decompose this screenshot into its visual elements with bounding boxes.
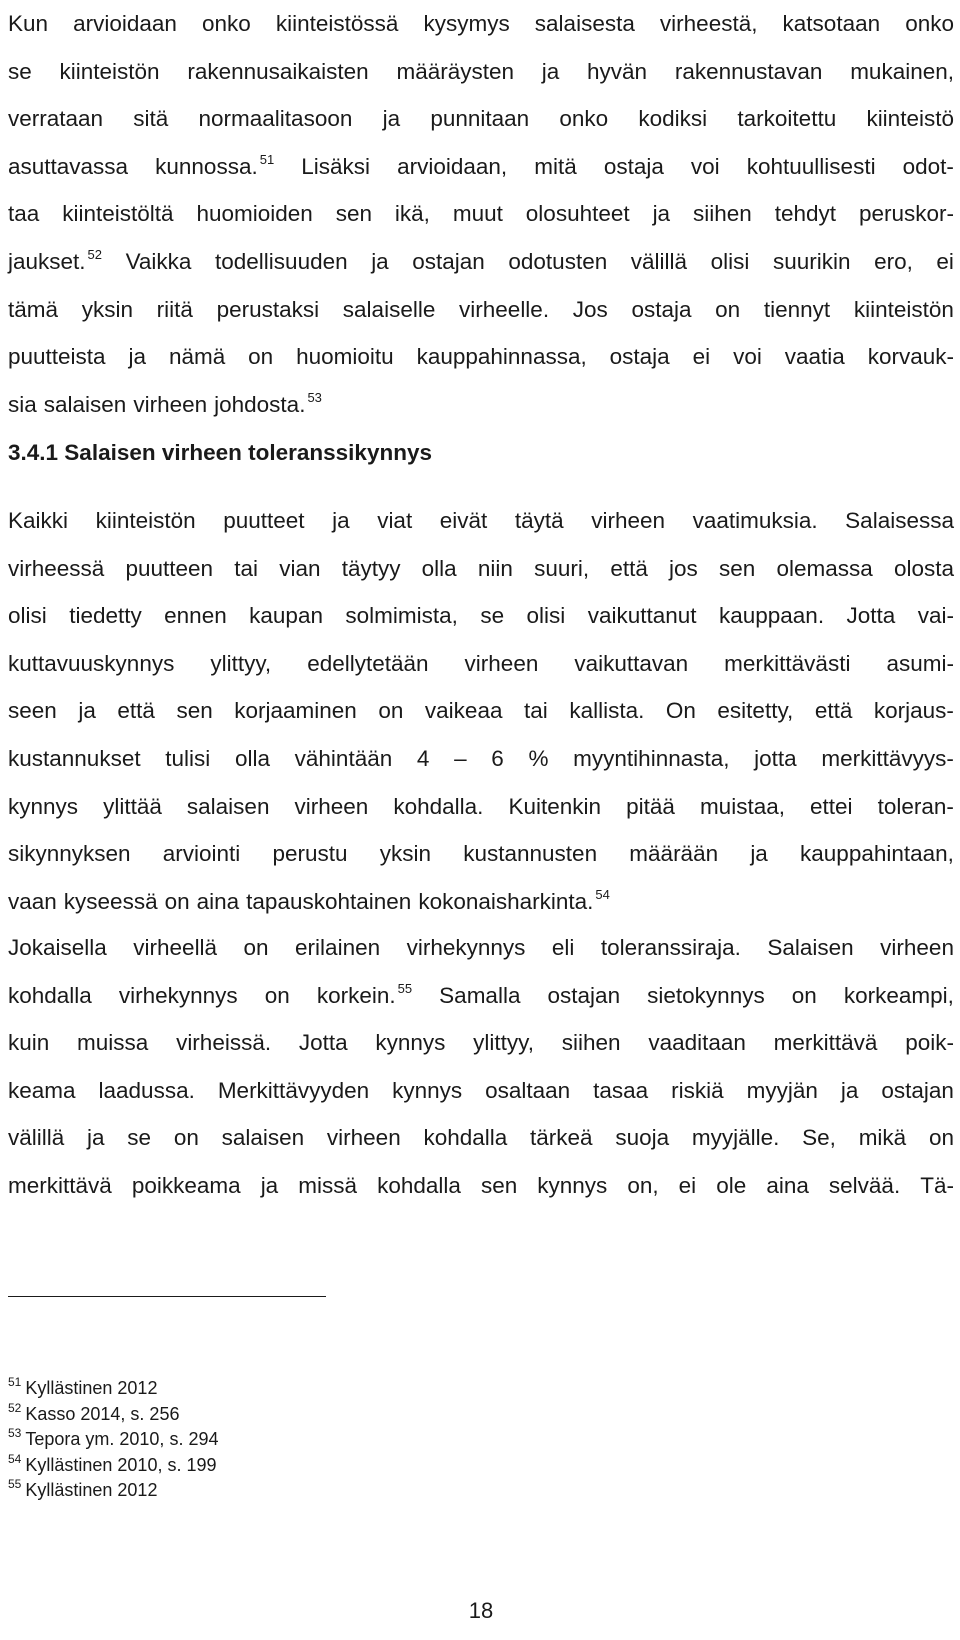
word: ennen — [164, 603, 227, 629]
word: voi — [690, 153, 720, 179]
word: ja — [87, 1125, 105, 1151]
word: riskiä — [671, 1077, 724, 1103]
word: virhekynnys — [406, 935, 526, 960]
word: Vaikka — [125, 248, 192, 274]
word: todellisuuden — [215, 248, 348, 274]
word: on — [715, 296, 741, 322]
word: virheissä. — [176, 1030, 272, 1056]
word: salaisen — [43, 391, 127, 417]
word: merkittävyys- — [821, 745, 954, 771]
word: tarkoitettu — [737, 106, 837, 132]
word: ja — [652, 201, 671, 227]
word: Salaisessa — [845, 508, 954, 533]
word: ostajan — [412, 248, 485, 274]
word: virheen — [591, 508, 665, 533]
word: vaikuttanut — [587, 603, 697, 629]
word: tai — [524, 698, 548, 724]
word: ja — [78, 698, 96, 724]
word: peruskor- — [858, 201, 954, 227]
word: että — [117, 698, 155, 724]
word: ja — [332, 508, 350, 533]
word: Kuitenkin — [508, 793, 602, 819]
word: ylittyy, — [210, 650, 272, 676]
word: mikä — [858, 1125, 907, 1151]
text-line — [8, 545, 954, 593]
footnote-number: 53 — [8, 1426, 22, 1440]
word: seen — [8, 698, 57, 724]
word: ja — [382, 106, 401, 132]
word: onko — [202, 11, 251, 36]
word: siihen — [561, 1030, 621, 1056]
word: olemassa — [776, 555, 873, 581]
footnote-reference[interactable]: 52 — [87, 246, 103, 262]
word: kohdalla — [8, 982, 92, 1008]
word: merkittävästi — [724, 650, 851, 676]
word: ostaja — [631, 296, 692, 322]
word: jotta — [754, 745, 797, 771]
word: riitä — [156, 296, 193, 322]
text-line — [8, 592, 954, 640]
word: täytä — [514, 508, 564, 533]
word: solmimista, — [345, 603, 458, 629]
word: erilainen — [295, 935, 381, 960]
word: vaatimuksia. — [692, 508, 818, 533]
word: onko — [905, 11, 954, 36]
word: olisi — [710, 248, 750, 274]
word: merkittävä — [773, 1030, 878, 1056]
word: toleranssiraja. — [600, 935, 741, 960]
word: ja — [750, 841, 768, 867]
text-line — [8, 640, 954, 688]
word: aina — [766, 1172, 809, 1198]
word: onko — [559, 106, 609, 132]
footnote-number: 51 — [8, 1375, 22, 1389]
word: salaisen — [221, 1125, 305, 1151]
word: ja — [840, 1077, 859, 1103]
word: ja — [260, 1172, 279, 1198]
word: että — [610, 555, 648, 581]
word: kohtuullisesti — [746, 153, 876, 179]
word: puutteet — [223, 508, 305, 533]
text-line — [8, 143, 954, 191]
word: yksin — [81, 296, 133, 322]
word: salaiselle — [342, 296, 436, 322]
word: punnitaan — [430, 106, 530, 132]
word: määräysten — [396, 58, 515, 84]
footnote-item — [8, 1427, 218, 1453]
section-heading: 3.4.1 Salaisen virheen toleranssikynnys — [8, 440, 432, 465]
footnote-text: Kyllästinen 2010, s. 199 — [25, 1454, 217, 1475]
word: välillä — [630, 248, 688, 274]
word: korvauk- — [867, 344, 954, 370]
footnote-separator — [8, 1296, 326, 1297]
word: muut — [452, 201, 503, 227]
word: Tä- — [920, 1172, 954, 1198]
paragraph-3 — [8, 924, 954, 1210]
word: ja — [371, 248, 389, 274]
word: on — [164, 888, 190, 914]
word: kodiksi — [638, 106, 708, 132]
word: ostajan — [547, 982, 621, 1008]
word: virheen — [294, 793, 369, 819]
footnote-number: 55 — [8, 1477, 22, 1491]
word: asumi- — [886, 650, 954, 676]
word: tiedetty — [69, 603, 142, 629]
footnote-item — [8, 1402, 218, 1428]
text-line — [8, 783, 954, 831]
word: tämä — [8, 296, 59, 322]
word: vaatia — [784, 344, 845, 370]
word: huomioiden — [196, 201, 313, 227]
word: kohdalla. — [393, 793, 484, 819]
word: kiinteistön — [59, 58, 160, 84]
word: se — [8, 58, 32, 84]
footnote-number: 52 — [8, 1400, 22, 1415]
word: on — [378, 698, 404, 724]
word: taa — [8, 201, 40, 227]
word: kallista. — [569, 698, 645, 724]
word: virheestä, — [659, 11, 758, 36]
word: Lisäksi — [301, 153, 371, 179]
word: salaisesta — [534, 11, 635, 36]
word: kiinteistön — [95, 508, 196, 533]
word: osaltaan — [485, 1077, 571, 1103]
word: myyjälle. — [691, 1125, 780, 1151]
word: ja — [541, 58, 560, 84]
word: mitä — [534, 153, 577, 179]
word: arviointi — [162, 841, 241, 867]
text-line — [8, 1019, 954, 1067]
word: olla — [234, 745, 270, 771]
word: olisi — [526, 603, 566, 629]
text-line — [8, 238, 954, 286]
word: olisi — [8, 603, 47, 629]
word: puutteista — [8, 344, 106, 370]
text-line — [8, 95, 954, 143]
word: virhekynnys — [118, 982, 238, 1008]
word: sikynnyksen — [8, 841, 131, 867]
text-line — [8, 381, 954, 429]
word: poikkeama — [131, 1172, 241, 1198]
word: yksin — [379, 841, 432, 867]
footnote-reference[interactable]: 51 — [259, 151, 275, 167]
word: virheen — [326, 1125, 401, 1151]
footnote-item — [8, 1478, 218, 1504]
word: edellytetään — [307, 650, 429, 676]
footnote-text: Kyllästinen 2012 — [25, 1378, 158, 1398]
word: kyseessä — [63, 888, 158, 914]
text-line — [8, 286, 954, 334]
word: kynnys — [8, 793, 79, 819]
footnote-item — [8, 1376, 218, 1402]
word: kokonaisharkinta. $^{54}$ — [418, 886, 610, 914]
word: odot- — [902, 153, 954, 179]
word: nämä — [168, 344, 226, 370]
word: sietokynnys — [647, 982, 765, 1008]
footnote-reference[interactable]: 53 — [307, 389, 322, 405]
word: kynnys — [392, 1077, 463, 1103]
text-line — [8, 830, 954, 878]
word: vian — [279, 555, 321, 581]
text-line — [8, 687, 954, 735]
word: Jos — [572, 296, 608, 322]
word: jos — [669, 555, 698, 581]
word: kuin — [8, 1030, 50, 1056]
word: Kaikki — [8, 508, 69, 533]
word: kiinteistössä — [275, 11, 399, 36]
word: korjaus- — [873, 698, 954, 724]
word: verrataan — [8, 106, 104, 132]
word: huomioitu — [296, 344, 394, 370]
word: ylittyy, — [473, 1030, 535, 1056]
word: on — [928, 1125, 954, 1151]
footnote-reference[interactable]: 54 — [595, 886, 610, 902]
word: kustannukset — [8, 745, 141, 771]
word: vaaditaan — [648, 1030, 746, 1056]
footnote-text: Kasso 2014, s. 256 — [25, 1403, 180, 1424]
word: kustannusten — [463, 841, 598, 867]
word: Se, — [802, 1125, 836, 1151]
word: asuttavassa — [8, 153, 129, 179]
word: keama — [8, 1077, 76, 1103]
word: pitää — [626, 793, 675, 819]
word: myyntihinnasta, — [573, 745, 730, 771]
word: ostaja — [609, 344, 670, 370]
word: rakennusaikaisten — [187, 58, 369, 84]
footnote-reference[interactable]: 55 — [397, 980, 413, 996]
word: salaisen — [186, 793, 270, 819]
word: korkein. $^{55}$ — [316, 980, 413, 1008]
word: virheen — [133, 391, 208, 417]
word: virheellä — [133, 935, 218, 960]
word: missä — [298, 1172, 358, 1198]
word: kiinteistöltä — [62, 201, 174, 227]
word: olla — [421, 555, 457, 581]
word: Jotta — [298, 1030, 348, 1056]
word: ei — [692, 344, 711, 370]
text-line — [8, 735, 954, 783]
word: muistaa, — [699, 793, 785, 819]
word: kaupan — [249, 603, 323, 629]
word: sitä — [133, 106, 169, 132]
word: määrään — [629, 841, 719, 867]
word: kiinteistö — [866, 106, 954, 132]
word: tai — [234, 555, 259, 581]
word: poik- — [905, 1030, 954, 1056]
word: vähintään — [294, 745, 393, 771]
word: täytyy — [341, 555, 401, 581]
word: arvioidaan, — [397, 153, 508, 179]
word: olosta — [893, 555, 954, 581]
text-line — [8, 878, 954, 926]
word: eli — [551, 935, 575, 960]
word: tärkeä — [530, 1125, 593, 1151]
word: odotusten — [508, 248, 608, 274]
word: suoja — [615, 1125, 670, 1151]
word: virheen — [880, 935, 954, 960]
word: selvää. — [828, 1172, 901, 1198]
word: niin — [477, 555, 513, 581]
word: tapauskohtainen — [246, 888, 412, 914]
word: kohdalla — [377, 1172, 461, 1198]
word: virheen — [464, 650, 539, 676]
word: hyvän — [587, 58, 648, 84]
word: vaan — [8, 888, 57, 914]
word: mukainen, — [850, 58, 954, 84]
word: välillä — [8, 1125, 65, 1151]
word: johdosta. $^{53}$ — [214, 389, 322, 417]
word: tehdyt — [774, 201, 837, 227]
word: kiinteistön — [853, 296, 954, 322]
word: on, — [627, 1172, 659, 1198]
footnote-text: Tepora ym. 2010, s. 294 — [25, 1429, 219, 1449]
text-line — [8, 48, 954, 96]
word: 6 — [491, 745, 504, 771]
word: ostaja — [603, 153, 664, 179]
word: Jokaisella — [8, 935, 107, 960]
word: että — [814, 698, 853, 724]
word: kauppahinnassa, — [416, 344, 587, 370]
word: tiennyt — [763, 296, 831, 322]
word: se — [127, 1125, 152, 1151]
word: ero, — [874, 248, 913, 274]
word: merkittävä — [8, 1172, 112, 1198]
word: 4 — [416, 745, 430, 771]
text-line — [8, 924, 954, 972]
word: sen — [335, 201, 372, 227]
footnote-text: Kyllästinen 2012 — [25, 1480, 158, 1500]
word: ettei — [810, 793, 853, 819]
word: muissa — [77, 1030, 149, 1056]
word: korjaaminen — [234, 698, 357, 724]
word: kysymys — [423, 11, 510, 36]
word: on — [248, 344, 274, 370]
word: kynnys — [537, 1172, 608, 1198]
word: sen — [718, 555, 756, 581]
word: % — [528, 745, 549, 771]
word: tulisi — [165, 745, 211, 771]
word: voi — [733, 344, 762, 370]
word: vaikuttavan — [574, 650, 689, 676]
word: perustaksi — [216, 296, 320, 322]
word: ei — [936, 248, 954, 274]
word: On — [665, 698, 696, 724]
word: on — [243, 935, 269, 960]
footnote-number: 54 — [8, 1451, 22, 1466]
word: laadussa. — [98, 1077, 195, 1103]
word: kunnossa. $^{51}$ — [155, 151, 275, 179]
footnotes — [8, 1376, 218, 1504]
word: ei — [678, 1172, 697, 1198]
word: katsotaan — [782, 11, 881, 36]
word: suuri, — [534, 555, 590, 581]
paragraph-1 — [8, 0, 954, 428]
word: arvioidaan — [73, 11, 177, 36]
text-line — [8, 0, 954, 48]
word: vaikeaa — [424, 698, 503, 724]
word: kohdalla — [423, 1125, 508, 1151]
word: jaukset. $^{52}$ — [8, 246, 103, 274]
word: suurikin — [772, 248, 851, 274]
word: – — [454, 745, 467, 771]
page-number: 18 — [468, 1598, 494, 1623]
word: kynnys — [375, 1030, 446, 1056]
word: sen — [176, 698, 213, 724]
word: ja — [128, 344, 147, 370]
word: kauppahintaan, — [800, 841, 954, 867]
word: sen — [480, 1172, 518, 1198]
word: tasaa — [593, 1077, 649, 1103]
word: ylittää — [103, 793, 162, 819]
word: siihen — [693, 201, 752, 227]
word: kuttavuuskynnys — [8, 650, 175, 676]
word: on — [173, 1125, 199, 1151]
word: ikä, — [394, 201, 430, 227]
word: viat — [377, 508, 413, 533]
text-line — [8, 972, 954, 1020]
text-line — [8, 1162, 954, 1210]
word: Jotta — [846, 603, 896, 629]
word: rakennustavan — [674, 58, 823, 84]
word: virheelle. — [459, 296, 550, 322]
word: on — [791, 982, 817, 1008]
word: kauppaan. — [718, 603, 825, 629]
word: sia — [8, 391, 37, 417]
word: vai- — [917, 603, 954, 629]
word: Merkittävyyden — [217, 1077, 370, 1103]
word: olosuhteet — [525, 201, 630, 227]
word: puutteen — [125, 555, 214, 581]
word: Kun — [8, 11, 49, 36]
word: se — [480, 603, 505, 629]
text-line — [8, 1114, 954, 1162]
paragraph-2 — [8, 497, 954, 925]
text-line — [8, 497, 954, 545]
text-line — [8, 1067, 954, 1115]
word: Salaisen — [767, 935, 854, 960]
word: normaalitasoon — [198, 106, 353, 132]
word: virheessä — [8, 555, 105, 581]
text-line — [8, 333, 954, 381]
footnote-item — [8, 1453, 218, 1479]
word: ole — [716, 1172, 747, 1198]
word: korkeampi, — [843, 982, 954, 1008]
word: myyjän — [746, 1077, 818, 1103]
word: perustu — [272, 841, 348, 867]
word: Samalla — [439, 982, 521, 1008]
text-line — [8, 190, 954, 238]
word: esitetty, — [717, 698, 794, 724]
word: on — [264, 982, 290, 1008]
word: eivät — [439, 508, 488, 533]
word: ostajan — [881, 1077, 954, 1103]
word: toleran- — [877, 793, 954, 819]
word: aina — [196, 888, 240, 914]
